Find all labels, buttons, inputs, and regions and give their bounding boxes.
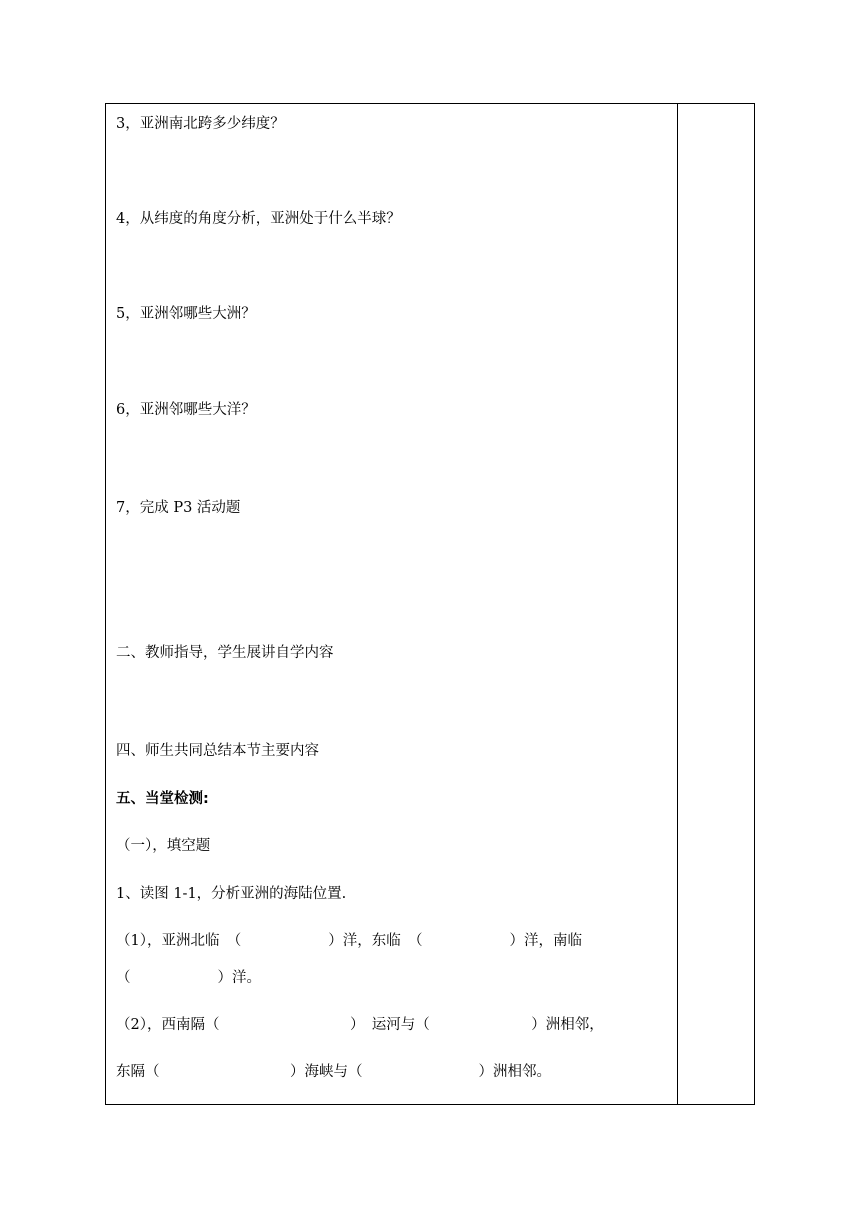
section-4-heading: 四、师生共同总结本节主要内容: [116, 743, 319, 759]
section-2-heading: 二、教师指导，学生展讲自学内容: [116, 645, 334, 661]
question-3: 3，亚洲南北跨多少纬度？: [116, 116, 285, 132]
item-1-1-line-b: （ ）洋。: [116, 970, 261, 986]
column-divider: [677, 104, 678, 1104]
section-5-heading: 五、当堂检测:: [116, 791, 209, 807]
question-4: 4，从纬度的角度分析，亚洲处于什么半球？: [116, 211, 401, 227]
fill-in-title: （一），填空题: [116, 838, 211, 854]
question-6: 6，亚洲邻哪些大洋？: [116, 402, 256, 418]
worksheet-table: [105, 103, 755, 1105]
item-1-2-line-b: 东隔（ ）海峡与（ ）洲相邻。: [116, 1064, 551, 1080]
item-1-2-line-a: （2），西南隔（ ） 运河与（ ）洲相邻，: [116, 1017, 604, 1033]
question-7: 7，完成 P3 活动题: [116, 500, 241, 516]
question-5: 5，亚洲邻哪些大洲？: [116, 306, 256, 322]
item-1-1-line-a: （1），亚洲北临 （ ）洋，东临 （ ）洋，南临: [116, 933, 582, 949]
item-1: 1、读图 1-1，分析亚洲的海陆位置.: [116, 886, 347, 902]
